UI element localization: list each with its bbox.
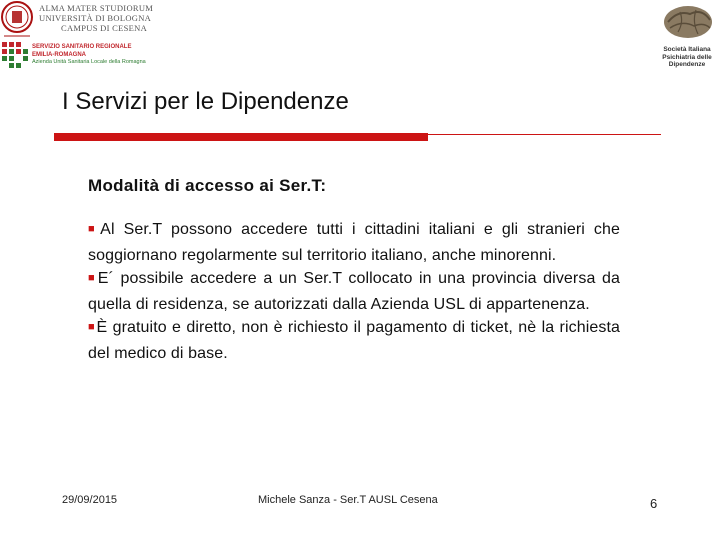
- square-bullet-icon: ■: [88, 272, 97, 284]
- university-seal-icon: [0, 0, 34, 40]
- bullet-text-1: Al Ser.T possono accedere tutti i cittadini italiani e gli stranieri che soggiornano regolarmente sul territorio italiano, anche minorenni.: [88, 221, 620, 264]
- title-underline-rule: [428, 134, 661, 135]
- brain-logo-icon: [660, 0, 716, 44]
- square-bullet-icon: ■: [88, 321, 96, 333]
- footer-date: 29/09/2015: [62, 494, 118, 506]
- bullet-text-3: È gratuito e diretto, non è richiesto il pagamento di ticket, nè la richiesta del medico di base.: [88, 319, 620, 362]
- slide-body: [88, 176, 620, 365]
- university-line-3: CAMPUS DI CESENA: [61, 23, 148, 33]
- university-line-1: ALMA MATER STUDIORUM: [39, 3, 154, 13]
- society-line-3: Dipendenze: [668, 61, 706, 68]
- page-number: 6: [650, 496, 658, 511]
- bullet-paragraph-1: [88, 218, 620, 267]
- footer-author: Michele Sanza - Ser.T AUSL Cesena: [258, 494, 438, 506]
- society-line-1: Società Italiana: [663, 46, 711, 53]
- region-line-2: EMILIA-ROMAGNA: [32, 51, 86, 58]
- regional-health-grid-icon: [2, 42, 28, 68]
- university-logo-text: [39, 3, 153, 33]
- society-logo-text: [656, 46, 718, 69]
- square-bullet-icon: ■: [88, 223, 100, 235]
- bullet-paragraph-3: [88, 316, 620, 365]
- regional-health-logo-text: [32, 44, 146, 67]
- university-line-2: UNIVERSITÀ DI BOLOGNA: [39, 13, 152, 23]
- section-subheading: Modalità di accesso ai Ser.T:: [88, 176, 327, 195]
- region-sub: Azienda Unità Sanitaria Locale della Romagna: [32, 59, 146, 65]
- title-underline-bar: [54, 133, 428, 141]
- society-line-2: Psichiatria delle: [662, 53, 712, 61]
- bullet-text-2: E´ possibile accedere a un Ser.T collocato in una provincia diversa da quella di residenza, se autorizzati dalla Azienda USL di appartenenza.: [88, 270, 620, 313]
- region-line-1: SERVIZIO SANITARIO REGIONALE: [32, 44, 132, 50]
- bullet-paragraph-2: [88, 267, 620, 316]
- slide-title: I Servizi per le Dipendenze: [62, 88, 349, 115]
